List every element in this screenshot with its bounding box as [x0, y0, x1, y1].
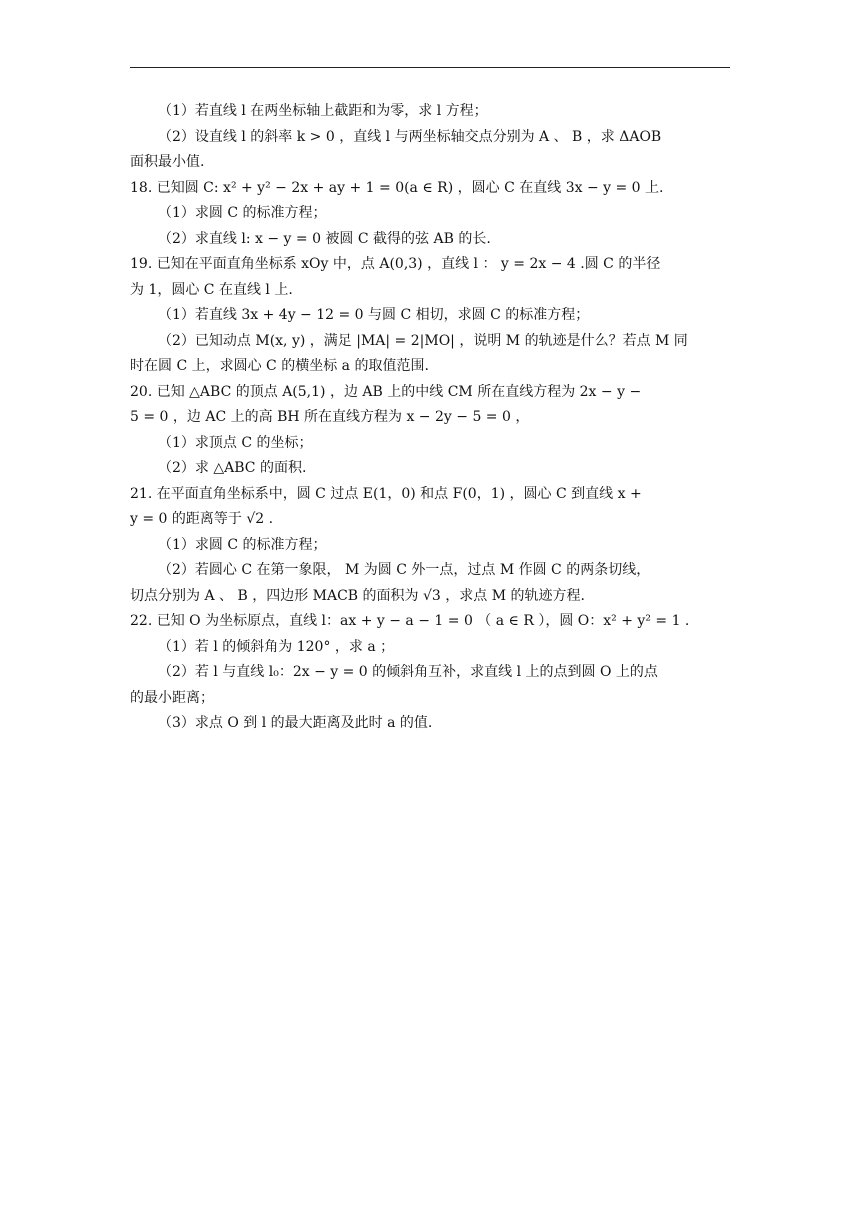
text-line: （2）已知动点 M(x, y) ，满足 |MA| = 2|MO| ，说明 M 的轨迹是什么？若点 M 同 [158, 332, 688, 349]
text-line: （1）若直线 l 在两坐标轴上截距和为零，求 l 方程； [158, 103, 488, 119]
text-line: （2）求直线 l: x − y = 0 被圆 C 截得的弦 AB 的长. [158, 230, 491, 247]
text-line: （1）若 l 的倾斜角为 120° ，求 a ； [158, 638, 395, 655]
text-line: （1）若直线 3x + 4y − 12 = 0 与圆 C 相切，求圆 C 的标准方程； [158, 307, 590, 323]
text-line: （2）求 △ABC 的面积. [158, 460, 307, 476]
text-line: （3）求点 O 到 l 的最大距离及此时 a 的值. [158, 715, 433, 731]
text-line: （2）若圆心 C 在第一象限， M 为圆 C 外一点，过点 M 作圆 C 的两条切线， [158, 562, 651, 578]
question-21: 21. 在平面直角坐标系中，圆 C 过点 E(1，0) 和点 F(0，1) ，圆心 C 到直线 x + [130, 485, 642, 502]
text-line: （1）求圆 C 的标准方程； [158, 205, 327, 221]
text-line: （1）求圆 C 的标准方程； [158, 536, 327, 553]
text-line: 为 1，圆心 C 在直线 l 上. [130, 281, 293, 298]
text-line: 的最小距离； [130, 689, 214, 706]
text-line: 面积最小值. [130, 154, 205, 170]
text-line: 切点分别为 A 、 B ，四边形 MACB 的面积为 √3 ，求点 M 的轨迹方程. [130, 587, 585, 604]
text-line: （1）求顶点 C 的坐标； [158, 434, 313, 451]
text-line: 时在圆 C 上，求圆心 C 的横坐标 a 的取值范围. [130, 358, 429, 374]
question-19: 19. 已知在平面直角坐标系 xOy 中，点 A(0,3) ，直线 l ： y = 2x − 4 .圆 C 的半径 [130, 256, 661, 272]
header-rule [130, 67, 730, 68]
question-18: 18. 已知圆 C: x² + y² − 2x + ay + 1 = 0(a ∈ R) ，圆心 C 在直线 3x − y = 0 上. [130, 179, 664, 196]
text-line: 5 = 0 ，边 AC 上的高 BH 所在直线方程为 x − 2y − 5 = 0 ， [130, 409, 530, 425]
question-20: 20. 已知 △ABC 的顶点 A(5,1) ，边 AB 上的中线 CM 所在直线方程为 2x − y − [130, 383, 642, 400]
text-line: （2）设直线 l 的斜率 k > 0 ，直线 l 与两坐标轴交点分别为 A 、 B ，求 ΔAOB [158, 128, 662, 145]
text-line: （2）若 l 与直线 l₀：2x − y = 0 的倾斜角互补，求直线 l 上的点到圆 O 上的点 [158, 664, 658, 680]
question-list [130, 99, 730, 737]
question-22: 22. 已知 O 为坐标原点，直线 l：ax + y − a − 1 = 0 （ a ∈ R ），圆 O：x² + y² = 1 . [130, 613, 690, 629]
text-line: y = 0 的距离等于 √2 . [130, 511, 274, 527]
